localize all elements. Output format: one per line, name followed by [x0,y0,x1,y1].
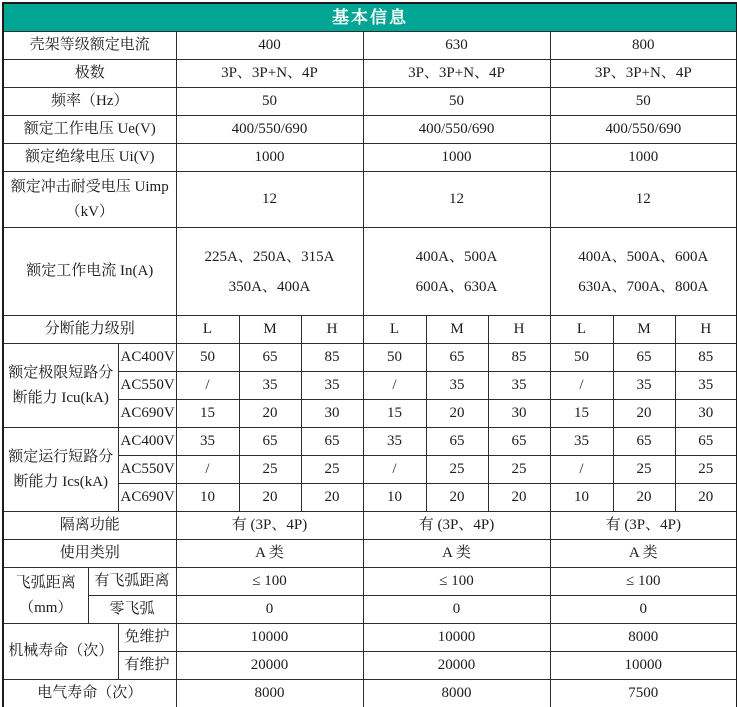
icu-cell: 85 [675,344,737,372]
utilization-value: A 类 [550,540,737,568]
icu-cell: 30 [301,400,363,428]
poles-value: 3P、3P+N、4P [176,60,363,88]
breaking-class-cell: M [426,316,488,344]
ics-cell: 20 [426,484,488,512]
icu-cell: 30 [675,400,737,428]
ics-cell: 10 [176,484,239,512]
ics-cell: 25 [239,456,301,484]
poles-value: 3P、3P+N、4P [363,60,550,88]
ui-value: 1000 [550,144,737,172]
row-frame-current [3,32,737,60]
in-current-value-line: 600A、630A [415,278,498,295]
uimp-value: 12 [176,172,363,228]
utilization-value: A 类 [363,540,550,568]
ics-cell: 10 [550,484,613,512]
spec-table [2,2,737,707]
row-ics-ac400v [3,428,737,456]
icu-cell: 15 [550,400,613,428]
ics-cell: 25 [613,456,675,484]
in-current-value-line: 630A、700A、800A [578,278,709,295]
utilization-label: 使用类别 [3,540,176,568]
in-current-label: 额定工作电流 In(A) [3,228,176,316]
mech-sub-maint: 有维护 [118,652,176,680]
frequency-value: 50 [550,88,737,116]
mech-life-value: 20000 [363,652,550,680]
ics-cell: 65 [426,428,488,456]
ui-value: 1000 [363,144,550,172]
breaking-class-cell: H [488,316,550,344]
breaking-class-cell: L [176,316,239,344]
ics-label-line1: 额定运行短路分 [8,448,114,465]
arc-label-line2: （mm） [19,599,73,616]
arc-value: ≤ 100 [363,568,550,596]
icu-cell: 35 [239,372,301,400]
arc-label [3,568,88,624]
utilization-value: A 类 [176,540,363,568]
arc-value: 0 [176,596,363,624]
ics-cell: 25 [301,456,363,484]
icu-cell: 35 [613,372,675,400]
mech-life-value: 20000 [176,652,363,680]
in-current-value [363,228,550,316]
ics-cell: / [363,456,426,484]
icu-sub-ac550v: AC550V [118,372,176,400]
breaking-class-cell: M [239,316,301,344]
ics-cell: 65 [239,428,301,456]
row-in-current [3,228,737,316]
icu-cell: 85 [488,344,550,372]
frequency-value: 50 [363,88,550,116]
frame-current-value: 800 [550,32,737,60]
arc-value: 0 [550,596,737,624]
uimp-label [3,172,176,228]
mech-life-value: 10000 [363,624,550,652]
breaking-class-cell: L [550,316,613,344]
uimp-value: 12 [550,172,737,228]
row-ui [3,144,737,172]
icu-label [3,344,118,428]
breaking-class-cell: H [301,316,363,344]
row-arc-with [3,568,737,596]
icu-sub-ac690v: AC690V [118,400,176,428]
ics-cell: 20 [488,484,550,512]
row-elec-life [3,680,737,707]
frame-current-value: 400 [176,32,363,60]
icu-cell: 20 [613,400,675,428]
in-current-value-line: 400A、500A [415,248,498,265]
ics-cell: 20 [301,484,363,512]
isolation-value: 有 (3P、4P) [550,512,737,540]
icu-cell: 35 [301,372,363,400]
mech-life-value: 8000 [550,624,737,652]
ue-value: 400/550/690 [363,116,550,144]
ics-cell: 65 [301,428,363,456]
in-current-value [176,228,363,316]
icu-cell: 50 [176,344,239,372]
table-title: 基本信息 [3,3,737,32]
uimp-label-line2: （kV） [65,203,114,220]
row-uimp [3,172,737,228]
icu-sub-ac400v: AC400V [118,344,176,372]
frequency-label: 频率（Hz） [3,88,176,116]
arc-sub-zero: 零飞弧 [88,596,176,624]
breaking-class-label: 分断能力级别 [3,316,176,344]
isolation-label: 隔离功能 [3,512,176,540]
elec-life-value: 8000 [176,680,363,707]
ics-cell: 25 [675,456,737,484]
ics-cell: 35 [176,428,239,456]
row-breaking-class [3,316,737,344]
mech-life-value: 10000 [550,652,737,680]
poles-label: 极数 [3,60,176,88]
ics-cell: / [176,456,239,484]
row-mech-maintfree [3,624,737,652]
row-isolation [3,512,737,540]
ics-cell: 10 [363,484,426,512]
row-frequency [3,88,737,116]
icu-cell: 65 [613,344,675,372]
ui-value: 1000 [176,144,363,172]
ics-cell: / [550,456,613,484]
arc-value: 0 [363,596,550,624]
icu-cell: 65 [239,344,301,372]
icu-cell: 20 [239,400,301,428]
mech-life-label: 机械寿命（次） [3,624,118,680]
icu-cell: 50 [363,344,426,372]
row-arc-zero [3,596,737,624]
uimp-label-line1: 额定冲击耐受电压 Uimp [10,178,169,195]
isolation-value: 有 (3P、4P) [363,512,550,540]
ics-cell: 20 [675,484,737,512]
icu-cell: / [550,372,613,400]
ics-cell: 65 [613,428,675,456]
mech-sub-maintfree: 免维护 [118,624,176,652]
ics-cell: 20 [613,484,675,512]
row-utilization [3,540,737,568]
ue-value: 400/550/690 [176,116,363,144]
ics-sub-ac400v: AC400V [118,428,176,456]
mech-life-value: 10000 [176,624,363,652]
ics-sub-ac550v: AC550V [118,456,176,484]
breaking-class-cell: H [675,316,737,344]
icu-cell: 35 [675,372,737,400]
icu-cell: / [176,372,239,400]
icu-cell: 15 [363,400,426,428]
arc-value: ≤ 100 [550,568,737,596]
icu-cell: 35 [488,372,550,400]
ics-cell: 25 [488,456,550,484]
row-ue [3,116,737,144]
icu-cell: / [363,372,426,400]
in-current-value [550,228,737,316]
breaking-class-cell: L [363,316,426,344]
ics-label [3,428,118,512]
ue-label: 额定工作电压 Ue(V) [3,116,176,144]
icu-cell: 50 [550,344,613,372]
icu-label-line1: 额定极限短路分 [8,364,114,381]
ics-sub-ac690v: AC690V [118,484,176,512]
ics-label-line2: 断能力 Ics(kA) [13,473,109,490]
ics-cell: 65 [488,428,550,456]
icu-cell: 35 [426,372,488,400]
ui-label: 额定绝缘电压 Ui(V) [3,144,176,172]
arc-sub-with: 有飞弧距离 [88,568,176,596]
frame-current-value: 630 [363,32,550,60]
elec-life-value: 7500 [550,680,737,707]
frame-current-label: 壳架等级额定电流 [3,32,176,60]
arc-value: ≤ 100 [176,568,363,596]
ics-cell: 35 [363,428,426,456]
ics-cell: 65 [675,428,737,456]
isolation-value: 有 (3P、4P) [176,512,363,540]
ics-cell: 25 [426,456,488,484]
in-current-value-line: 400A、500A、600A [578,248,709,265]
icu-cell: 20 [426,400,488,428]
in-current-value-line: 350A、400A [228,278,311,295]
icu-cell: 15 [176,400,239,428]
row-poles [3,60,737,88]
icu-cell: 65 [426,344,488,372]
arc-label-line1: 飞弧距离 [15,574,76,591]
elec-life-value: 8000 [363,680,550,707]
in-current-value-line: 225A、250A、315A [204,248,335,265]
ics-cell: 35 [550,428,613,456]
frequency-value: 50 [176,88,363,116]
row-icu-ac400v [3,344,737,372]
ue-value: 400/550/690 [550,116,737,144]
icu-label-line2: 断能力 Icu(kA) [12,389,109,406]
breaking-class-cell: M [613,316,675,344]
uimp-value: 12 [363,172,550,228]
icu-cell: 85 [301,344,363,372]
elec-life-label: 电气寿命（次） [3,680,176,707]
poles-value: 3P、3P+N、4P [550,60,737,88]
ics-cell: 20 [239,484,301,512]
icu-cell: 30 [488,400,550,428]
